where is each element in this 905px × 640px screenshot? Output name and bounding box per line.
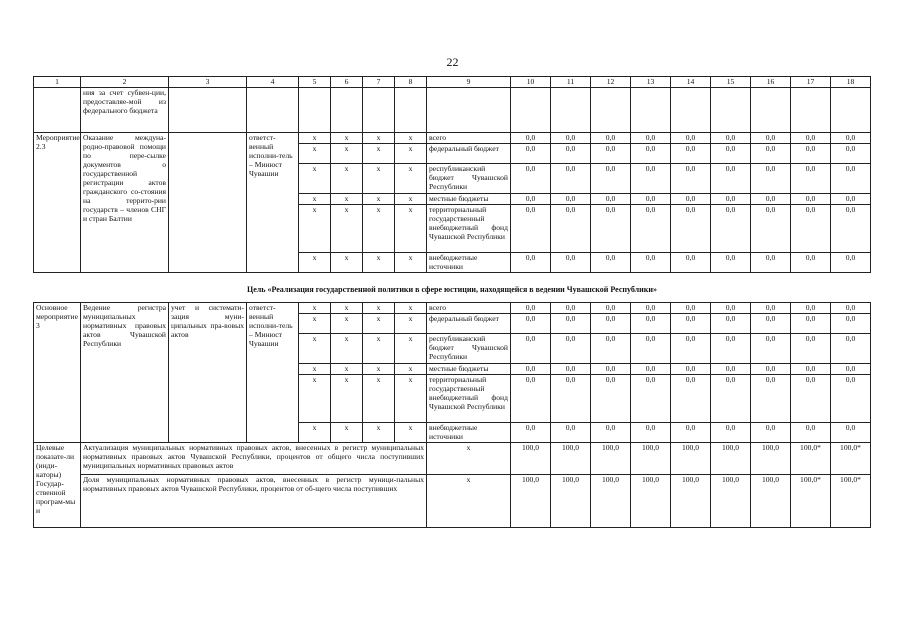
header-cell: 17 (791, 77, 831, 88)
x-cell: x (427, 443, 511, 475)
indicator-value: 100,0 (591, 443, 631, 475)
value-cell: 0,0 (631, 423, 671, 443)
header-cell: 6 (331, 77, 363, 88)
funding-source: федеральный бюджет (427, 314, 511, 334)
cell (247, 88, 299, 133)
header-row (34, 77, 871, 88)
cell (511, 88, 551, 133)
value-cell: 0,0 (551, 194, 591, 205)
value-cell: 0,0 (751, 205, 791, 253)
x-cell: x (331, 164, 363, 194)
value-cell: 0,0 (671, 144, 711, 164)
x-cell: x (331, 364, 363, 375)
indicator-value: 100,0 (631, 443, 671, 475)
value-cell: 0,0 (711, 375, 751, 423)
x-cell: x (363, 423, 395, 443)
value-cell: 0,0 (791, 205, 831, 253)
indicator-value: 100,0 (751, 443, 791, 475)
x-cell: x (395, 194, 427, 205)
x-cell: x (363, 314, 395, 334)
event-executor: ответст-венный исполни-тель – Минюст Чувашии (247, 133, 299, 273)
value-cell: 0,0 (751, 375, 791, 423)
value-cell: 0,0 (711, 364, 751, 375)
value-cell: 0,0 (671, 133, 711, 144)
value-cell: 0,0 (711, 194, 751, 205)
value-cell: 0,0 (711, 144, 751, 164)
x-cell: x (395, 303, 427, 314)
x-cell: x (395, 334, 427, 364)
x-cell: x (395, 164, 427, 194)
value-cell: 0,0 (631, 364, 671, 375)
value-cell: 0,0 (711, 314, 751, 334)
value-cell: 0,0 (711, 205, 751, 253)
value-cell: 0,0 (791, 314, 831, 334)
indicator-value: 100,0 (511, 475, 551, 528)
value-cell: 0,0 (711, 303, 751, 314)
value-cell: 0,0 (751, 303, 791, 314)
x-cell: x (363, 334, 395, 364)
value-cell: 0,0 (591, 375, 631, 423)
value-cell: 0,0 (831, 314, 871, 334)
funding-source: местные бюджеты (427, 194, 511, 205)
indicator-row (34, 475, 871, 528)
header-cell: 11 (551, 77, 591, 88)
value-cell: 0,0 (671, 375, 711, 423)
value-cell: 0,0 (551, 205, 591, 253)
value-cell: 0,0 (831, 205, 871, 253)
indicator-value: 100,0 (711, 443, 751, 475)
indicator-value: 100,0* (791, 475, 831, 528)
x-cell: x (299, 303, 331, 314)
value-cell: 0,0 (551, 133, 591, 144)
header-cell: 5 (299, 77, 331, 88)
funding-source: внебюджетные источники (427, 253, 511, 273)
page-number: 22 (446, 55, 459, 69)
header-cell: 16 (751, 77, 791, 88)
funding-source: внебюджетные источники (427, 423, 511, 443)
indicator-value: 100,0 (551, 475, 591, 528)
header-cell: 4 (247, 77, 299, 88)
indicator-value: 100,0 (511, 443, 551, 475)
x-cell: x (331, 194, 363, 205)
value-cell: 0,0 (551, 253, 591, 273)
funding-row (34, 133, 871, 144)
header-cell: 2 (81, 77, 169, 88)
header-cell: 7 (363, 77, 395, 88)
value-cell: 0,0 (511, 364, 551, 375)
cell (34, 88, 81, 133)
value-cell: 0,0 (591, 364, 631, 375)
value-cell: 0,0 (791, 364, 831, 375)
indicators-label: Целевые показате-ли (инди-каторы) Государ-ственной програм-мы и (34, 443, 81, 528)
value-cell: 0,0 (591, 314, 631, 334)
x-cell: x (395, 133, 427, 144)
event-result: учет и системати-зация муни-ципальных пра-вовых актов (169, 303, 247, 443)
x-cell: x (299, 375, 331, 423)
x-cell: x (363, 133, 395, 144)
value-cell: 0,0 (751, 253, 791, 273)
value-cell: 0,0 (631, 133, 671, 144)
cell (711, 88, 751, 133)
value-cell: 0,0 (711, 334, 751, 364)
value-cell: 0,0 (831, 253, 871, 273)
header-cell: 12 (591, 77, 631, 88)
value-cell: 0,0 (551, 423, 591, 443)
value-cell: 0,0 (831, 334, 871, 364)
x-cell: x (395, 314, 427, 334)
indicator-value: 100,0* (831, 475, 871, 528)
event-name: Оказание междуна-родно-правовой помощи по пере-сылке документов о государственной регистрации актов гражданского со-стояния на террито-рии государств – членов СНГ и стран Балтии (81, 133, 169, 273)
value-cell: 0,0 (671, 205, 711, 253)
x-cell: x (395, 144, 427, 164)
value-cell: 0,0 (791, 164, 831, 194)
value-cell: 0,0 (751, 133, 791, 144)
value-cell: 0,0 (511, 194, 551, 205)
value-cell: 0,0 (831, 423, 871, 443)
x-cell: x (395, 375, 427, 423)
event-result (169, 133, 247, 273)
value-cell: 0,0 (591, 144, 631, 164)
value-cell: 0,0 (631, 314, 671, 334)
funding-source: республиканский бюджет Чувашской Республики (427, 164, 511, 194)
x-cell: x (363, 253, 395, 273)
value-cell: 0,0 (511, 334, 551, 364)
x-cell: x (299, 253, 331, 273)
event-code: Основное мероприятие 3 (34, 303, 81, 443)
header-cell: 3 (169, 77, 247, 88)
x-cell: x (331, 334, 363, 364)
cell (395, 88, 427, 133)
continuation-row (34, 88, 871, 133)
x-cell: x (363, 205, 395, 253)
x-cell: x (395, 253, 427, 273)
cell (363, 88, 395, 133)
x-cell: x (395, 423, 427, 443)
value-cell: 0,0 (591, 164, 631, 194)
indicator-value: 100,0 (671, 475, 711, 528)
indicator-value: 100,0* (831, 443, 871, 475)
x-cell: x (395, 364, 427, 375)
value-cell: 0,0 (591, 205, 631, 253)
x-cell: x (299, 364, 331, 375)
header-cell: 13 (631, 77, 671, 88)
indicator-value: 100,0 (711, 475, 751, 528)
indicator-value: 100,0 (671, 443, 711, 475)
x-cell: x (331, 303, 363, 314)
value-cell: 0,0 (791, 375, 831, 423)
value-cell: 0,0 (551, 364, 591, 375)
goal-title: Цель «Реализация государственной политики в сфере юстиции, находящейся в ведении Чувашской Республики» (34, 273, 871, 303)
funding-source: республиканский бюджет Чувашской Республики (427, 334, 511, 364)
x-cell: x (299, 423, 331, 443)
value-cell: 0,0 (511, 133, 551, 144)
x-cell: x (363, 144, 395, 164)
value-cell: 0,0 (831, 144, 871, 164)
goal-row (34, 273, 871, 303)
value-cell: 0,0 (671, 253, 711, 273)
x-cell: x (331, 314, 363, 334)
value-cell: 0,0 (791, 334, 831, 364)
cell (551, 88, 591, 133)
value-cell: 0,0 (631, 303, 671, 314)
funding-source: местные бюджеты (427, 364, 511, 375)
indicator-text: Актуализация муниципальных нормативных правовых актов, внесенных в регистр муниципальных нормативных правовых актов Чувашской Республики, процентов от общего числа поступивших муниципальных нормативных правовых актов (81, 443, 427, 475)
value-cell: 0,0 (511, 303, 551, 314)
x-cell: x (331, 423, 363, 443)
value-cell: 0,0 (631, 375, 671, 423)
value-cell: 0,0 (671, 164, 711, 194)
value-cell: 0,0 (751, 194, 791, 205)
value-cell: 0,0 (631, 334, 671, 364)
value-cell: 0,0 (511, 253, 551, 273)
funding-source: всего (427, 133, 511, 144)
x-cell: x (299, 194, 331, 205)
value-cell: 0,0 (711, 253, 751, 273)
value-cell: 0,0 (791, 253, 831, 273)
header-cell: 1 (34, 77, 81, 88)
cell: ния за счет субвен-ции, предоставляе-мой из федерального бюджета (81, 88, 169, 133)
value-cell: 0,0 (631, 144, 671, 164)
value-cell: 0,0 (671, 423, 711, 443)
value-cell: 0,0 (711, 164, 751, 194)
indicator-value: 100,0 (631, 475, 671, 528)
x-cell: x (331, 144, 363, 164)
x-cell: x (427, 475, 511, 528)
value-cell: 0,0 (831, 303, 871, 314)
cell (427, 88, 511, 133)
x-cell: x (363, 364, 395, 375)
value-cell: 0,0 (751, 314, 791, 334)
value-cell: 0,0 (511, 314, 551, 334)
indicator-value: 100,0 (751, 475, 791, 528)
funding-source: территориальный государственный внебюджетный фонд Чувашской Республики (427, 205, 511, 253)
value-cell: 0,0 (791, 303, 831, 314)
indicator-value: 100,0 (591, 475, 631, 528)
value-cell: 0,0 (711, 423, 751, 443)
indicator-row (34, 443, 871, 475)
cell (791, 88, 831, 133)
value-cell: 0,0 (751, 364, 791, 375)
x-cell: x (299, 133, 331, 144)
value-cell: 0,0 (671, 364, 711, 375)
value-cell: 0,0 (631, 164, 671, 194)
value-cell: 0,0 (551, 164, 591, 194)
value-cell: 0,0 (791, 423, 831, 443)
value-cell: 0,0 (551, 144, 591, 164)
funding-source: федеральный бюджет (427, 144, 511, 164)
value-cell: 0,0 (671, 314, 711, 334)
x-cell: x (395, 205, 427, 253)
x-cell: x (299, 334, 331, 364)
value-cell: 0,0 (791, 194, 831, 205)
value-cell: 0,0 (511, 423, 551, 443)
x-cell: x (299, 164, 331, 194)
x-cell: x (363, 375, 395, 423)
event-name: Ведение регистра муниципальных нормативных правовых актов Чувашской Республики (81, 303, 169, 443)
value-cell: 0,0 (511, 205, 551, 253)
program-table (33, 76, 871, 528)
value-cell: 0,0 (591, 194, 631, 205)
value-cell: 0,0 (551, 375, 591, 423)
cell (831, 88, 871, 133)
value-cell: 0,0 (511, 375, 551, 423)
indicator-value: 100,0* (791, 443, 831, 475)
cell (671, 88, 711, 133)
value-cell: 0,0 (551, 314, 591, 334)
cell (631, 88, 671, 133)
cell (591, 88, 631, 133)
x-cell: x (299, 205, 331, 253)
header-cell: 8 (395, 77, 427, 88)
value-cell: 0,0 (591, 423, 631, 443)
value-cell: 0,0 (791, 144, 831, 164)
value-cell: 0,0 (711, 133, 751, 144)
funding-source: территориальный государственный внебюджетный фонд Чувашской Республики (427, 375, 511, 423)
value-cell: 0,0 (631, 253, 671, 273)
value-cell: 0,0 (511, 144, 551, 164)
value-cell: 0,0 (751, 144, 791, 164)
header-cell: 18 (831, 77, 871, 88)
value-cell: 0,0 (791, 133, 831, 144)
value-cell: 0,0 (751, 423, 791, 443)
value-cell: 0,0 (831, 364, 871, 375)
value-cell: 0,0 (671, 194, 711, 205)
value-cell: 0,0 (551, 334, 591, 364)
value-cell: 0,0 (751, 164, 791, 194)
x-cell: x (363, 303, 395, 314)
header-cell: 9 (427, 77, 511, 88)
value-cell: 0,0 (511, 164, 551, 194)
value-cell: 0,0 (631, 205, 671, 253)
header-cell: 10 (511, 77, 551, 88)
x-cell: x (299, 144, 331, 164)
header-cell: 15 (711, 77, 751, 88)
value-cell: 0,0 (831, 194, 871, 205)
x-cell: x (331, 205, 363, 253)
x-cell: x (299, 314, 331, 334)
cell (331, 88, 363, 133)
value-cell: 0,0 (591, 253, 631, 273)
indicator-value: 100,0 (551, 443, 591, 475)
value-cell: 0,0 (751, 334, 791, 364)
x-cell: x (363, 194, 395, 205)
value-cell: 0,0 (831, 375, 871, 423)
funding-row (34, 303, 871, 314)
header-cell: 14 (671, 77, 711, 88)
value-cell: 0,0 (831, 164, 871, 194)
value-cell: 0,0 (591, 133, 631, 144)
x-cell: x (331, 253, 363, 273)
funding-source: всего (427, 303, 511, 314)
x-cell: x (331, 375, 363, 423)
cell (299, 88, 331, 133)
value-cell: 0,0 (671, 334, 711, 364)
event-executor: ответст-венный исполни-тель – Минюст Чувашии (247, 303, 299, 443)
value-cell: 0,0 (631, 194, 671, 205)
indicator-text: Доля муниципальных нормативных правовых актов, внесенных в регистр муници-пальных нормативных правовых актов Чувашской Республики, процентов от об-щего числа поступивших (81, 475, 427, 528)
x-cell: x (363, 164, 395, 194)
cell (169, 88, 247, 133)
x-cell: x (331, 133, 363, 144)
value-cell: 0,0 (671, 303, 711, 314)
value-cell: 0,0 (591, 334, 631, 364)
value-cell: 0,0 (591, 303, 631, 314)
value-cell: 0,0 (551, 303, 591, 314)
event-code: Мероприятие 2.3 (34, 133, 81, 273)
cell (751, 88, 791, 133)
value-cell: 0,0 (831, 133, 871, 144)
